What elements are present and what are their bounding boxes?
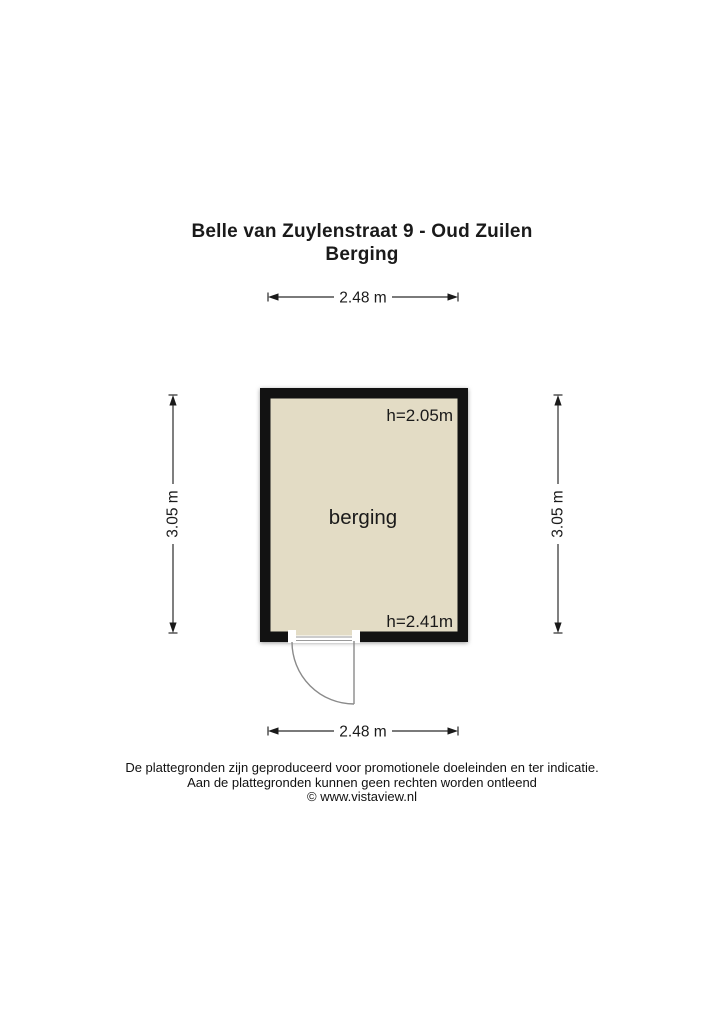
dimension-bottom-label: 2.48 m [339,723,387,741]
disclaimer-line-3: © www.vistaview.nl [307,789,417,805]
title-subtitle: Berging [325,244,399,265]
arrow-right-icon [448,727,459,734]
door-threshold-floor [296,630,352,636]
arrow-down-icon [554,623,561,634]
arrow-down-icon [169,623,176,634]
disclaimer-line-1: De plattegronden zijn geproduceerd voor promotionele doeleinden en ter indicatie. [125,760,599,775]
dimension-right-label: 3.05 m [549,490,567,538]
arrow-up-icon [554,395,561,406]
arrow-left-icon [268,293,279,300]
ceiling-height-top-label: h=2.05m [386,406,453,425]
dimension-left-label: 3.05 m [164,490,182,538]
room-berging [260,388,468,642]
dimension-left [165,395,182,633]
dimension-right [550,395,567,633]
disclaimer [0,761,724,805]
title-address: Belle van Zuylenstraat 9 - Oud Zuilen [191,221,533,242]
disclaimer-line-2: Aan de plattegronden kunnen geen rechten worden ontleend [187,774,537,790]
arrow-right-icon [448,293,459,300]
dimension-top-label: 2.48 m [339,289,387,307]
room-name-label: berging [328,506,398,529]
arrow-left-icon [268,727,279,734]
door [288,630,360,704]
arrow-up-icon [169,395,176,406]
dimension-top [268,290,458,307]
door-swing-arc [292,642,354,704]
dimension-bottom [268,724,458,741]
ceiling-height-bottom-label: h=2.41m [386,612,453,631]
